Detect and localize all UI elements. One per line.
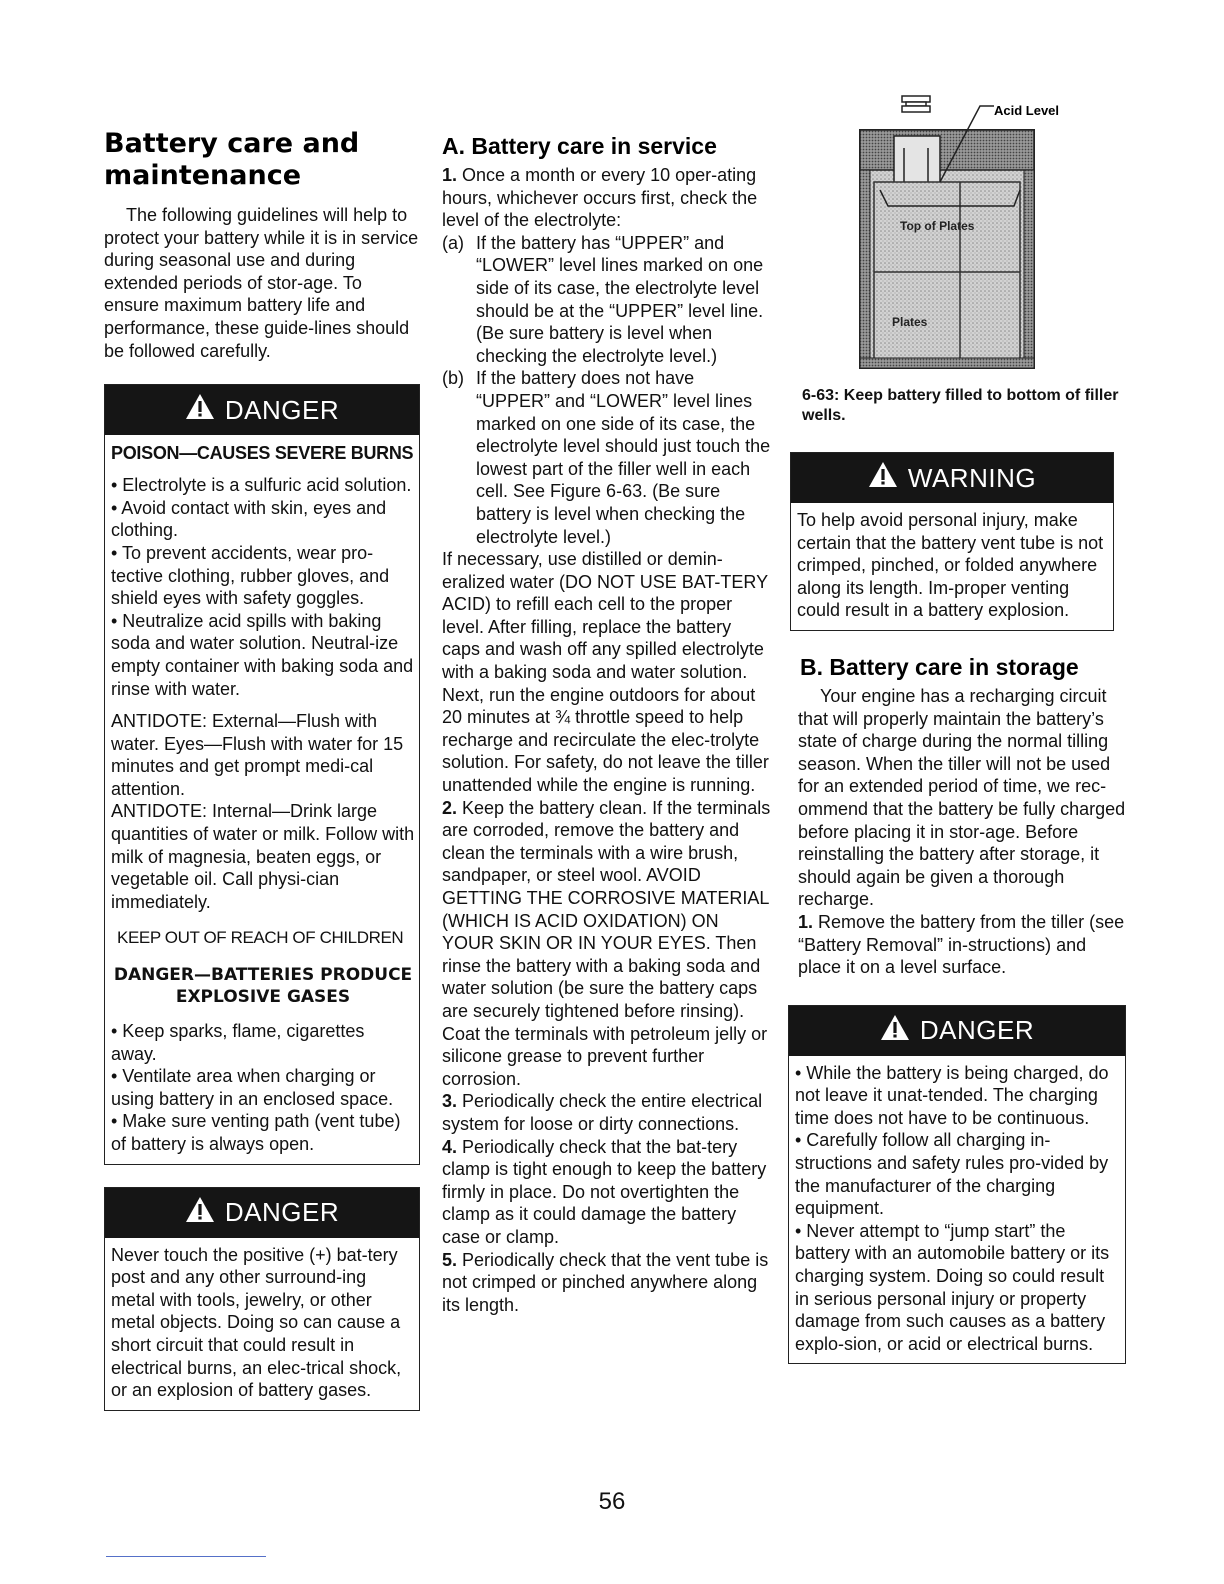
item-number: 4. [442, 1136, 458, 1157]
right-column [786, 82, 1130, 1364]
item-text: Once a month or every 10 oper-ating hours, whichever occurs first, check the level of the electrolyte: [442, 165, 758, 231]
item-text: Remove the battery from the tiller (see “Battery Removal” in-structions) and place it on a level surface. [798, 911, 1125, 978]
warning-triangle-icon [880, 1014, 910, 1048]
danger-label: DANGER [919, 1015, 1035, 1046]
subsection-title-service: A. Battery care in service [442, 133, 717, 159]
danger-banner [105, 1188, 419, 1238]
danger-box-positive-post [104, 1187, 420, 1411]
warning-label: WARNING [907, 462, 1037, 493]
item-number: 1. [442, 165, 458, 185]
numbered-item-5 [442, 1249, 772, 1317]
danger-box-charging [788, 1005, 1126, 1365]
bullet-item: • Carefully follow all charging in-structions and safety rules pro-vided by the manufacturer of the charging equipment. [795, 1130, 1109, 1219]
warning-triangle-icon [868, 461, 898, 495]
numbered-item-3 [442, 1090, 772, 1135]
sub-item-label: (b) [442, 368, 464, 389]
warning-box [790, 452, 1114, 631]
item-number: 1. [798, 911, 814, 932]
item-text: Periodically check the entire electrical system for loose or dirty connections. [442, 1091, 763, 1134]
item-1-continuation: If necessary, use distilled or demin-eralized water (DO NOT USE BAT-TERY ACID) to refill each cell to the proper level. After filling, replace the battery caps and wash off any spilled electrolyte with a baking soda and water solution. Next, run the engine outdoors for about 20 minutes at ¾ throttle speed to help recharge and recirculate the elec-trolyte solution. For safety, do not leave the tiller unattended while the engine is running. [442, 549, 769, 796]
left-column [104, 128, 420, 1411]
bullet-item: • Keep sparks, flame, cigarettes away. [111, 1021, 365, 1064]
item-text: Keep the battery clean. If the terminals are corroded, remove the battery and clean the terminals with a wire brush, sandpaper, or steel wool. AVOID GETTING THE CORROSIVE MATERIAL (WHICH IS ACID OXIDATION) ON YOUR SKIN OR IN YOUR EYES. Then rinse the battery with a baking soda and water solution (be sure the battery caps are securely tightened before rinsing). Coat the terminals with petroleum jelly or silicone grease to prevent further corrosion. [442, 797, 771, 1089]
warning-triangle-icon [185, 393, 215, 427]
storage-item-1 [798, 911, 1130, 979]
sub-item-label: (a) [442, 232, 464, 253]
danger-text: Never touch the positive (+) bat-tery post and any other surround-ing metal with tools, jewelry, or other metal objects. Doing so can cause a short circuit that could result in electrical burns, an elec-trical shock, or an explosion of battery gases. [111, 1244, 402, 1401]
battery-figure [844, 82, 1164, 372]
bullet-item: • Neutralize acid spills with baking soda and water solution. Neutral-ize empty container with baking soda and rinse with water. [111, 610, 414, 699]
warning-text: To help avoid personal injury, make certain that the battery vent tube is not crimped, pinched, or folded anywhere along its length. Im-proper venting could result in a battery explosion. [797, 510, 1104, 621]
item-number: 2. [442, 797, 458, 818]
warning-triangle-icon [185, 1196, 215, 1230]
sub-item-a [442, 232, 772, 368]
keep-out-notice: KEEP OUT OF REACH OF CHILDREN [117, 928, 404, 948]
bullet-item: • Electrolyte is a sulfuric acid solution. [111, 475, 412, 496]
top-of-plates-label: Top of Plates [900, 219, 975, 233]
antidote-external: ANTIDOTE: External—Flush with water. Eyes—Flush with water for 15 minutes and get prompt medi-cal attention. [111, 711, 404, 799]
plates-label: Plates [892, 315, 928, 329]
sub-item-text: If the battery does not have “UPPER” and “LOWER” level lines marked on one side of its case, the electrolyte level should just touch the lowest part of the filler well in each cell. See Figure 6-63. (Be sure battery is level when checking the electrolyte level.) [476, 368, 771, 547]
page-number: 56 [598, 1488, 626, 1515]
danger-box-poison [104, 384, 420, 1164]
numbered-item-1 [442, 164, 772, 232]
bullet-item: • To prevent accidents, wear pro-tective clothing, rubber gloves, and shield eyes with safety goggles. [111, 542, 390, 609]
sub-item-text: If the battery has “UPPER” and “LOWER” level lines marked on one side of its case, the electrolyte level should be at the “UPPER” level line. (Be sure battery is level when checking the electrolyte level.) [476, 232, 764, 366]
bullet-item: • Make sure venting path (vent tube) of battery is always open. [111, 1111, 401, 1154]
numbered-item-2 [442, 797, 772, 1091]
item-text: Periodically check that the bat-tery clamp is tight enough to keep the battery firmly in place. Do not overtighten the clamp as it could damage the battery case or clamp. [442, 1136, 767, 1247]
item-number: 5. [442, 1249, 458, 1270]
figure-caption: 6-63: Keep battery filled to bottom of filler wells. [802, 387, 1119, 424]
bullet-item: • Never attempt to “jump start” the battery with an automobile battery or its charging system. Doing so could result in serious personal injury or property damage from such causes as a battery explo-sion, or acid or electrical burns. [795, 1220, 1110, 1354]
danger-label: DANGER [224, 1197, 340, 1228]
item-number: 3. [442, 1091, 458, 1112]
danger-label: DANGER [224, 394, 340, 425]
explosive-gases-heading: DANGER—BATTERIES PRODUCE EXPLOSIVE GASES [113, 965, 413, 1008]
middle-column [442, 132, 772, 1316]
intro-paragraph: The following guidelines will help to protect your battery while it is in service during seasonal use and during extended periods of stor-age. To ensure maximum battery life and performance, these guide-lines should be followed carefully. [104, 205, 419, 361]
section-title: Battery care and maintenance [104, 128, 360, 191]
battery-cross-section-diagram [844, 82, 1164, 372]
bullet-item: • While the battery is being charged, do not leave it unat-tended. The charging time does not have to be continuous. [795, 1062, 1109, 1128]
danger-banner [105, 385, 419, 435]
subsection-title-storage: B. Battery care in storage [800, 653, 1079, 680]
storage-intro: Your engine has a recharging circuit that will properly maintain the battery’s state of charge during the normal tilling season. When the tiller will not be used for an extended period of time, we rec-ommend that the battery be fully charged before placing it in stor-age. Before reinstalling the battery after storage, it should again be given a thorough recharge. [798, 685, 1126, 910]
danger-banner [789, 1006, 1125, 1056]
item-text: Periodically check that the vent tube is not crimped or pinched anywhere along its length. [442, 1249, 769, 1315]
footer-rule [106, 1556, 266, 1557]
antidote-internal: ANTIDOTE: Internal—Drink large quantities of water or milk. Follow with milk of magnesia, beaten eggs, or vegetable oil. Call physi-cian immediately. [111, 801, 415, 912]
sub-item-b [442, 367, 772, 548]
numbered-item-4 [442, 1136, 772, 1249]
bullet-item: • Avoid contact with skin, eyes and clothing. [111, 497, 387, 541]
acid-level-label: Acid Level [994, 103, 1060, 118]
bullet-item: • Ventilate area when charging or using battery in an enclosed space. [111, 1066, 394, 1109]
poison-heading: POISON—CAUSES SEVERE BURNS [111, 443, 414, 464]
warning-banner [791, 453, 1113, 503]
